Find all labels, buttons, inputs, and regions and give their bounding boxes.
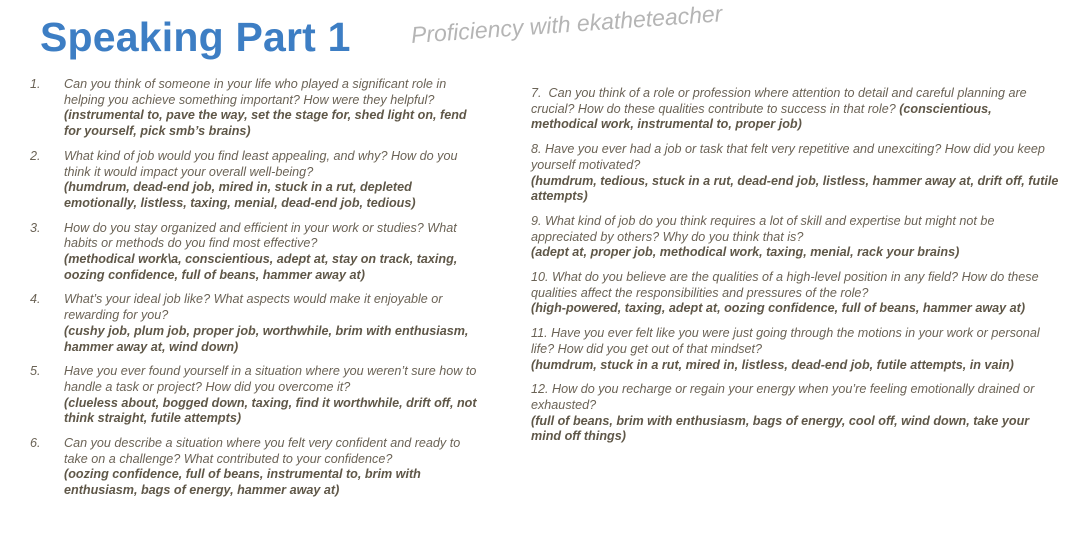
question-keywords: (cushy job, plum job, proper job, worthwhile, brim with enthusiasm, hammer away at, wind down) [64, 323, 469, 354]
question-number: 6. [30, 436, 41, 451]
question-number: 2. [30, 148, 41, 163]
question-item-10 [531, 270, 1059, 317]
question-item-12 [531, 382, 1059, 445]
question-number: 4. [30, 292, 41, 307]
left-question-column [26, 77, 486, 508]
question-keywords: (adept at, proper job, methodical work, taxing, menial, rack your brains) [531, 245, 960, 260]
question-item-6 [26, 436, 486, 499]
question-number: 8. [531, 142, 542, 157]
question-item-11 [531, 326, 1059, 373]
question-item-4 [26, 292, 486, 355]
question-text: Can you think of someone in your life who played a significant role in helping you achieve something important? How were they helpful? [64, 77, 447, 107]
question-text: Have you ever felt like you were just going through the motions in your work or personal life? How did you get out of that mindset? [531, 326, 1040, 356]
question-text: How do you recharge or regain your energy when you’re feeling emotionally drained or exhausted? [531, 382, 1035, 412]
question-number: 7. [531, 86, 542, 100]
question-number: 5. [30, 364, 41, 379]
right-question-column [531, 86, 1059, 454]
question-item-1 [26, 77, 486, 140]
question-keywords: (high-powered, taxing, adept at, oozing confidence, full of beans, hammer away at) [531, 301, 1026, 316]
question-number: 10. [531, 270, 549, 285]
question-text: What kind of job would you find least appealing, and why? How do you think it would impact your overall well-being? [64, 148, 458, 179]
question-item-7 [531, 86, 1059, 133]
question-keywords: (humdrum, dead-end job, mired in, stuck in a rut, depleted emotionally, listless, taxing, menial, dead-end job, tedious) [64, 180, 416, 210]
question-item-3 [26, 221, 486, 284]
question-keywords: (clueless about, bogged down, taxing, find it worthwhile, drift off, not think straight, futile attempts) [64, 395, 477, 426]
question-text: What kind of job do you think requires a lot of skill and expertise but might not be appreciated by others? Why do you think that is? [531, 213, 995, 244]
question-text: How do you stay organized and efficient in your work or studies? What habits or methods do you find most effective? [64, 220, 457, 251]
question-item-9 [531, 214, 1059, 261]
question-text: Have you ever had a job or task that felt very repetitive and unexciting? How did you keep yourself motivated? [531, 142, 1045, 172]
question-keywords: (humdrum, stuck in a rut, mired in, listless, dead-end job, futile attempts, in vain) [531, 357, 1014, 372]
question-keywords: (oozing confidence, full of beans, instrumental to, brim with enthusiasm, bags of energy, hammer away at) [64, 467, 421, 498]
question-item-2 [26, 149, 486, 212]
question-number: 11. [531, 326, 548, 341]
question-text: What’s your ideal job like? What aspects would make it enjoyable or rewarding for you? [64, 292, 443, 323]
question-keywords: (instrumental to, pave the way, set the stage for, shed light on, fend for yourself, pick smb’s brains) [64, 108, 467, 139]
question-item-8 [531, 142, 1059, 205]
question-number: 9. [531, 213, 542, 228]
question-number: 1. [30, 77, 41, 91]
question-number: 12. [531, 382, 549, 397]
page-title: Speaking Part 1 [40, 14, 351, 60]
question-number: 3. [30, 220, 41, 235]
question-text: Have you ever found yourself in a situation where you weren’t sure how to handle a task or project? How did you overcome it? [64, 364, 477, 394]
page-subtitle: Proficiency with ekatheteacher [410, 0, 724, 49]
question-keywords: (full of beans, brim with enthusiasm, bags of energy, cool off, wind down, take your mind off things) [531, 413, 1030, 444]
question-keywords: (methodical work\a, conscientious, adept at, stay on track, taxing, oozing confidence, full of beans, hammer away at) [64, 252, 458, 282]
question-keywords: (conscientious, methodical work, instrumental to, proper job) [531, 101, 992, 132]
question-keywords: (humdrum, tedious, stuck in a rut, dead-end job, listless, hammer away at, drift off, futile attempts) [531, 173, 1059, 204]
question-text: Can you describe a situation where you felt very confident and ready to take on a challenge? What contributed to your confidence? [64, 436, 461, 466]
question-text: What do you believe are the qualities of a high-level position in any field? How do these qualities affect the responsibilities and pressures of the role? [531, 270, 1039, 300]
question-text: Can you think of a role or profession where attention to detail and careful planning are crucial? How do these qualities contribute to success in that role? [531, 86, 1027, 116]
question-item-5 [26, 364, 486, 427]
